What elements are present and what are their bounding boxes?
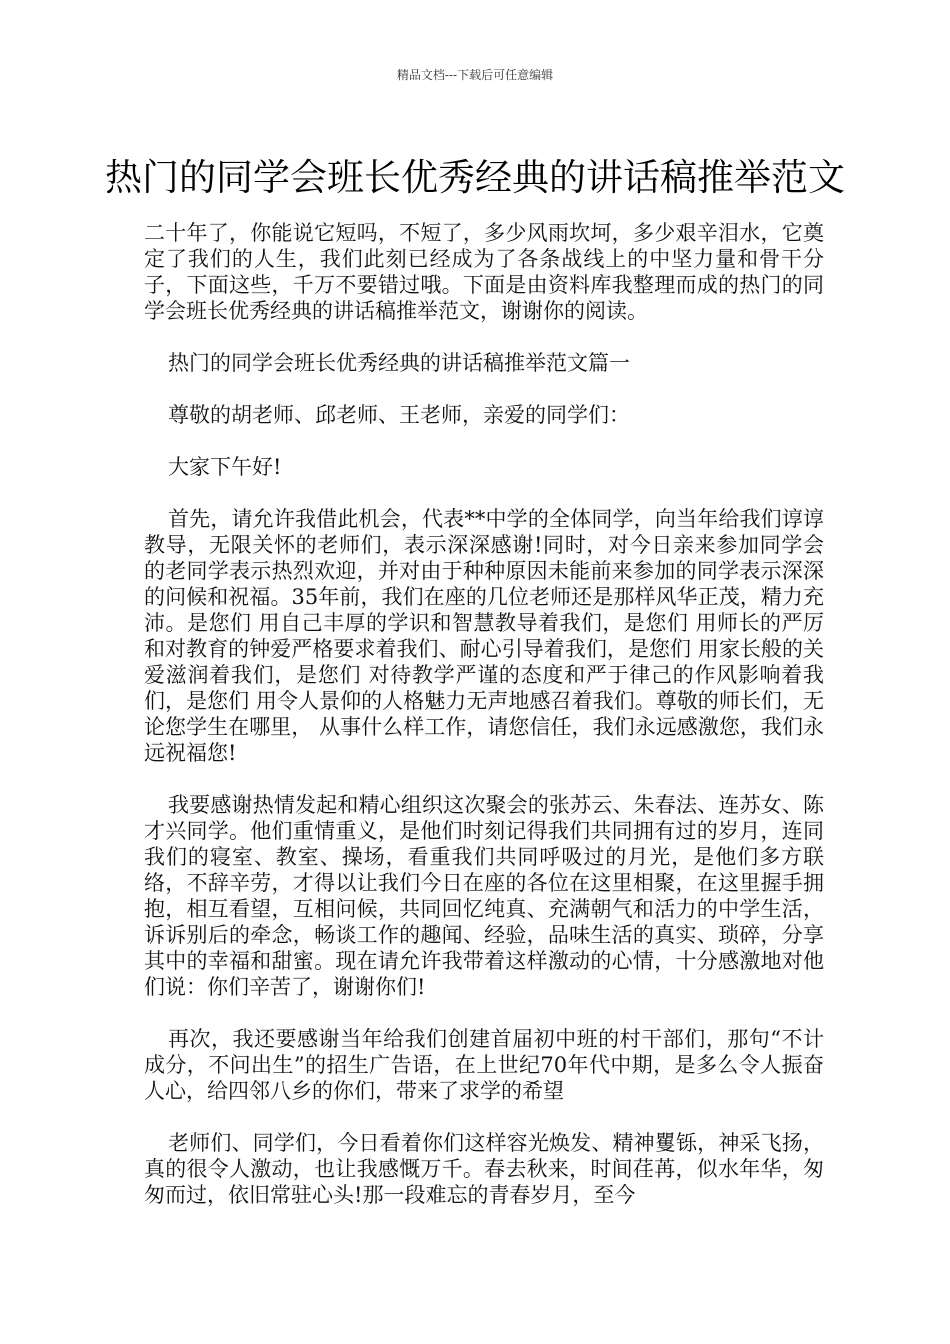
salutation: 尊敬的胡老师、邱老师、王老师，亲爱的同学们： <box>168 403 630 427</box>
document-title: 热门的同学会班长优秀经典的讲话稿推举范文 <box>105 155 845 199</box>
page-header: 精品文档---下载后可任意编辑 <box>396 68 554 82</box>
greeting: 大家下午好! <box>168 455 282 479</box>
intro-paragraph: 二十年了，你能说它短吗，不短了，多少风雨坎坷，多少艰辛泪水，它奠定了我们的人生，我们此刻已经成为了各条战线上的中坚力量和骨干分子，下面这些，千万不要错过哦。下面是由资料库我整理而成的热门的同学会班长优秀经典的讲话稿推举范文，谢谢你的阅读。 <box>144 221 824 323</box>
document-body <box>144 220 824 1234</box>
body-paragraph: 首先，请允许我借此机会，代表**中学的全体同学，向当年给我们谆谆教导，无限关怀的老师们，表示深深感谢!同时，对今日亲来参加同学会的老同学表示热烈欢迎，并对由于种种原因未能前来参加的同学表示深深的问候和祝福。35年前，我们在座的几位老师还是那样风华正茂，精力充沛。是您们 用自己丰厚的学识和智慧教导着我们，是您们 用师长的严厉和对教育的钟爱严格要求着我们、耐心引导着我们，是您们 用家长般的关爱滋润着我们，是您们 对待教学严谨的态度和严于律己的作风影响着我们，是您们 用令人景仰的人格魅力无声地感召着我们。尊敬的师长们，无论您学生在哪里， 从事什么样工作，请您信任，我们永远感激您，我们永远祝福您! <box>144 507 824 765</box>
body-paragraph: 再次，我还要感谢当年给我们创建首届初中班的村干部们，那句“不计成分，不问出生”的招生广告语，在上世纪70年代中期，是多么令人振奋人心，给四邻八乡的你们，带来了求学的希望 <box>144 1027 824 1103</box>
body-paragraph: 老师们、同学们，今日看着你们这样容光焕发、精神矍铄，神采飞扬，真的很令人激动，也让我感慨万千。春去秋来，时间荏苒，似水年华，匆匆而过，依旧常驻心头!那一段难忘的青春岁月，至今 <box>144 1131 824 1207</box>
body-paragraph: 我要感谢热情发起和精心组织这次聚会的张苏云、朱春法、连苏女、陈才兴同学。他们重情重义，是他们时刻记得我们共同拥有过的岁月，连同我们的寝室、教室、操场，看重我们共同呼吸过的月光，是他们多方联络，不辞辛劳，才得以让我们今日在座的各位在这里相聚，在这里握手拥抱，相互看望，互相问候，共同回忆纯真、充满朝气和活力的中学生活，诉诉别后的牵念，畅谈工作的趣闻、经验，品味生活的真实、琐碎，分享其中的幸福和甜蜜。现在请允许我带着这样激动的心情，十分感激地对他们说：你们辛苦了，谢谢你们! <box>144 793 824 999</box>
section-heading: 热门的同学会班长优秀经典的讲话稿推举范文篇一 <box>168 351 630 375</box>
